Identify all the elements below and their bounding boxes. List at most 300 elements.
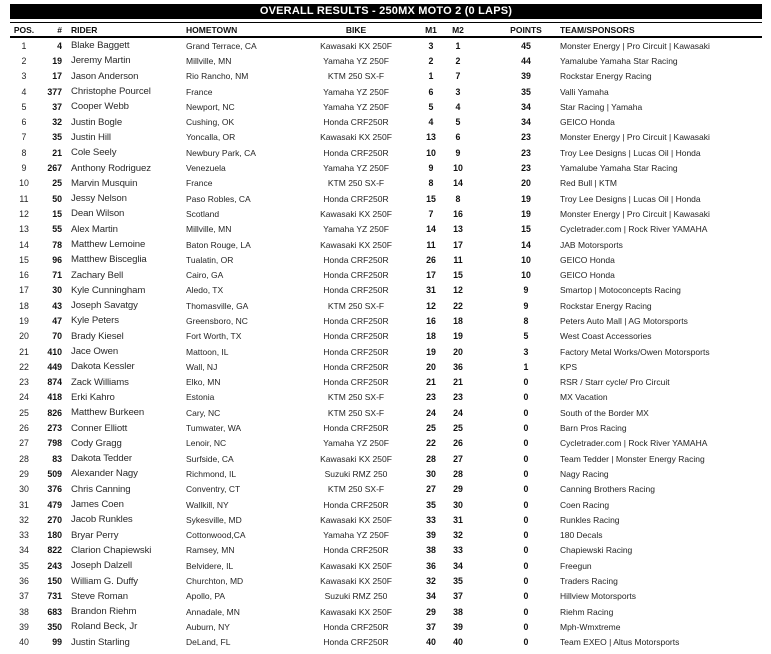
cell-rider: Jeremy Martin [71, 55, 131, 67]
cell-points: 0 [523, 377, 529, 388]
cell-position: 35 [19, 560, 29, 571]
col-header-spacer [472, 23, 500, 37]
cell-number: 376 [47, 484, 62, 495]
cell-position: 34 [19, 545, 29, 556]
cell-moto2: 16 [453, 208, 463, 219]
cell-hometown: Churchton, MD [186, 576, 244, 587]
header-row [10, 23, 762, 37]
cell-hometown: Millville, MN [186, 55, 232, 66]
cell-number: 78 [52, 239, 62, 250]
cell-spacer [472, 69, 500, 84]
cell-position: 30 [19, 484, 29, 495]
cell-rider: William G. Duffy [71, 575, 138, 587]
cell-spacer [472, 420, 500, 435]
cell-rider: Chris Canning [71, 483, 131, 495]
cell-number: 71 [52, 270, 62, 281]
cell-team: Monster Energy | Pro Circuit | Kawasaki [560, 208, 710, 219]
cell-team: Monster Energy | Pro Circuit | Kawasaki [560, 132, 710, 143]
cell-spacer [472, 390, 500, 405]
cell-bike: Honda CRF250R [323, 285, 389, 296]
cell-rider: Matthew Burkeen [71, 407, 145, 419]
cell-team: Runkles Racing [560, 514, 620, 525]
cell-rider: Erki Kahro [71, 391, 115, 403]
cell-team: Rockstar Energy Racing [560, 300, 652, 311]
cell-rider: Matthew Lemoine [71, 239, 146, 250]
cell-bike: Yamaha YZ 250F [323, 86, 389, 97]
cell-moto2: 15 [453, 270, 463, 281]
cell-bike: KTM 250 SX-F [327, 300, 385, 311]
cell-moto1: 24 [426, 407, 436, 418]
cell-spacer [472, 176, 500, 191]
cell-moto2: 14 [453, 178, 463, 189]
cell-points: 5 [523, 331, 529, 342]
cell-team: Rockstar Energy Racing [560, 71, 652, 82]
cell-points: 34 [521, 101, 531, 112]
cell-position: 9 [21, 163, 27, 174]
cell-moto1: 21 [426, 377, 436, 388]
cell-spacer [472, 466, 500, 481]
col-header-pos: POS. [10, 23, 38, 37]
cell-moto1: 31 [426, 285, 436, 296]
cell-moto1: 9 [428, 163, 434, 174]
cell-bike: KTM 250 SX-F [327, 71, 385, 82]
cell-rider: Dakota Tedder [71, 453, 132, 465]
cell-moto2: 6 [455, 132, 461, 143]
cell-number: 70 [52, 331, 62, 342]
cell-moto1: 12 [426, 300, 436, 311]
cell-moto1: 5 [428, 101, 434, 112]
cell-team: Peters Auto Mall | AG Motorsports [560, 315, 688, 326]
cell-rider: Dakota Kessler [71, 361, 135, 373]
cell-team: Smartop | Motoconcepts Racing [560, 285, 681, 296]
cell-hometown: Richmond, IL [186, 468, 237, 479]
cell-points: 0 [523, 438, 529, 449]
cell-moto1: 39 [426, 530, 436, 541]
cell-number: 15 [52, 208, 62, 219]
cell-hometown: Elko, MN [186, 377, 221, 388]
cell-moto1: 26 [426, 254, 436, 265]
cell-spacer [472, 37, 500, 53]
cell-number: 35 [52, 132, 62, 143]
cell-hometown: Yoncalla, OR [186, 132, 236, 143]
cell-moto2: 39 [453, 621, 463, 632]
table-row [10, 313, 762, 328]
cell-moto2: 24 [453, 407, 463, 418]
cell-rider: Brandon Riehm [71, 606, 137, 618]
cell-rider: Jacob Runkles [71, 514, 133, 526]
cell-moto1: 16 [426, 315, 436, 326]
cell-position: 27 [19, 438, 29, 449]
cell-points: 19 [521, 208, 531, 219]
cell-position: 39 [19, 621, 29, 632]
cell-moto1: 34 [426, 591, 436, 602]
cell-moto2: 36 [453, 361, 463, 372]
cell-points: 23 [521, 147, 531, 158]
cell-team: Barn Pros Racing [560, 423, 627, 434]
table-row [10, 589, 762, 604]
cell-bike: Honda CRF250R [323, 193, 389, 204]
cell-position: 28 [19, 453, 29, 464]
cell-rider: Jason Anderson [71, 70, 139, 82]
cell-position: 11 [19, 193, 29, 204]
cell-moto1: 1 [428, 71, 434, 82]
cell-position: 18 [19, 300, 29, 311]
cell-moto2: 25 [453, 423, 463, 434]
cell-position: 13 [19, 224, 29, 235]
cell-hometown: France [186, 86, 213, 97]
cell-position: 5 [21, 101, 27, 112]
cell-bike: Kawasaki KX 250F [320, 239, 392, 250]
cell-points: 44 [521, 55, 531, 66]
cell-team: GEICO Honda [560, 254, 615, 265]
cell-hometown: Paso Robles, CA [186, 193, 251, 204]
cell-position: 29 [19, 468, 29, 479]
cell-bike: Yamaha YZ 250F [323, 224, 389, 235]
cell-points: 34 [521, 117, 531, 128]
cell-moto1: 32 [426, 576, 436, 587]
cell-hometown: Conventry, CT [186, 484, 241, 495]
cell-team: Traders Racing [560, 576, 618, 587]
table-row [10, 191, 762, 206]
cell-number: 99 [52, 637, 62, 648]
cell-team: South of the Border MX [560, 407, 649, 418]
cell-moto2: 10 [453, 163, 463, 174]
cell-bike: Kawasaki KX 250F [320, 453, 392, 464]
col-header-m1: M1 [418, 23, 444, 37]
cell-bike: Honda CRF250R [323, 346, 389, 357]
cell-moto1: 37 [426, 621, 436, 632]
table-row [10, 558, 762, 573]
cell-position: 26 [19, 423, 29, 434]
cell-number: 449 [47, 361, 62, 372]
cell-spacer [472, 359, 500, 374]
cell-spacer [472, 160, 500, 175]
results-table [10, 23, 762, 650]
col-header-rider: RIDER [64, 23, 186, 37]
cell-team: Valli Yamaha [560, 86, 609, 97]
cell-position: 14 [19, 239, 29, 250]
cell-bike: Honda CRF250R [323, 331, 389, 342]
table-row [10, 420, 762, 435]
cell-hometown: Rio Rancho, NM [186, 71, 249, 82]
cell-hometown: Newport, NC [186, 101, 235, 112]
cell-team: Yamalube Yamaha Star Racing [560, 163, 678, 174]
table-row [10, 482, 762, 497]
cell-points: 0 [523, 407, 529, 418]
cell-team: Monster Energy | Pro Circuit | Kawasaki [560, 40, 710, 51]
cell-points: 10 [521, 254, 531, 265]
cell-moto2: 17 [453, 239, 463, 250]
cell-points: 3 [523, 346, 529, 357]
title-bar [10, 4, 762, 19]
cell-moto1: 14 [426, 224, 436, 235]
table-row [10, 405, 762, 420]
cell-team: GEICO Honda [560, 270, 615, 281]
cell-rider: Brady Kiesel [71, 330, 124, 342]
cell-bike: KTM 250 SX-F [327, 178, 385, 189]
cell-bike: Kawasaki KX 250F [320, 514, 392, 525]
cell-hometown: Lenoir, NC [186, 438, 227, 449]
cell-number: 30 [52, 285, 62, 296]
cell-moto1: 3 [428, 40, 434, 51]
cell-rider: Alex Martin [71, 223, 118, 235]
cell-bike: Kawasaki KX 250F [320, 132, 392, 143]
cell-position: 32 [19, 514, 29, 525]
cell-moto1: 23 [426, 392, 436, 403]
cell-bike: Yamaha YZ 250F [323, 530, 389, 541]
cell-team: Troy Lee Designs | Lucas Oil | Honda [560, 147, 701, 158]
cell-moto1: 20 [426, 361, 436, 372]
cell-moto1: 2 [428, 55, 434, 66]
cell-moto1: 8 [428, 178, 434, 189]
cell-spacer [472, 267, 500, 282]
cell-spacer [472, 436, 500, 451]
cell-points: 9 [523, 285, 529, 296]
cell-moto2: 1 [455, 40, 461, 51]
cell-moto2: 38 [453, 606, 463, 617]
cell-bike: Honda CRF250R [323, 423, 389, 434]
cell-spacer [472, 528, 500, 543]
cell-rider: Dean Wilson [71, 208, 125, 220]
cell-position: 8 [21, 147, 27, 158]
cell-spacer [472, 84, 500, 99]
cell-hometown: Grand Terrace, CA [186, 40, 257, 51]
table-row [10, 84, 762, 99]
cell-moto2: 22 [453, 300, 463, 311]
table-row [10, 283, 762, 298]
cell-moto2: 40 [453, 637, 463, 648]
cell-moto1: 30 [426, 468, 436, 479]
col-header-bike: BIKE [294, 23, 418, 37]
cell-moto1: 17 [426, 270, 436, 281]
table-row [10, 145, 762, 160]
cell-points: 39 [521, 71, 531, 82]
cell-moto1: 27 [426, 484, 436, 495]
cell-points: 19 [521, 193, 531, 204]
cell-hometown: Scotland [186, 208, 220, 219]
cell-team: Canning Brothers Racing [560, 484, 655, 495]
cell-team: Red Bull | KTM [560, 178, 618, 189]
cell-position: 12 [19, 208, 29, 219]
cell-moto1: 11 [426, 239, 436, 250]
cell-number: 418 [47, 392, 62, 403]
cell-rider: Roland Beck, Jr [71, 621, 138, 633]
cell-moto2: 2 [455, 55, 461, 66]
table-row [10, 375, 762, 390]
cell-number: 25 [52, 178, 62, 189]
cell-hometown: Belvidere, IL [186, 560, 234, 571]
cell-number: 377 [47, 86, 62, 97]
cell-bike: Honda CRF250R [323, 637, 389, 648]
cell-number: 180 [47, 530, 62, 541]
cell-position: 24 [19, 392, 29, 403]
cell-number: 243 [47, 560, 62, 571]
cell-moto2: 27 [453, 453, 463, 464]
cell-moto2: 13 [453, 224, 463, 235]
cell-points: 0 [523, 514, 529, 525]
cell-rider: Alexander Nagy [71, 468, 138, 480]
cell-rider: Matthew Bisceglia [71, 254, 147, 266]
cell-moto1: 25 [426, 423, 436, 434]
cell-spacer [472, 130, 500, 145]
cell-hometown: Newbury Park, CA [186, 147, 256, 158]
cell-number: 150 [47, 576, 62, 587]
cell-points: 15 [521, 224, 531, 235]
cell-hometown: Tumwater, WA [186, 423, 242, 434]
cell-hometown: Greensboro, NC [186, 315, 248, 326]
cell-hometown: Apollo, PA [186, 591, 226, 602]
col-header-points: POINTS [500, 23, 552, 37]
cell-number: 270 [47, 514, 62, 525]
cell-team: West Coast Accessories [560, 331, 652, 342]
cell-bike: KTM 250 SX-F [327, 407, 385, 418]
cell-rider: Conner Elliott [71, 422, 128, 434]
cell-moto2: 26 [453, 438, 463, 449]
cell-hometown: Cushing, OK [186, 117, 235, 128]
cell-spacer [472, 99, 500, 114]
table-row [10, 267, 762, 282]
cell-moto2: 23 [453, 392, 463, 403]
cell-hometown: DeLand, FL [186, 637, 231, 648]
cell-points: 0 [523, 423, 529, 434]
cell-rider: Kyle Peters [71, 315, 119, 327]
table-row [10, 451, 762, 466]
table-row [10, 252, 762, 267]
cell-hometown: Cairo, GA [186, 270, 224, 281]
cell-moto2: 3 [455, 86, 461, 97]
cell-bike: Honda CRF250R [323, 361, 389, 372]
cell-spacer [472, 619, 500, 634]
cell-number: 4 [57, 40, 62, 51]
cell-team: Hillview Motorsports [560, 591, 637, 602]
cell-number: 479 [47, 499, 62, 510]
cell-bike: Honda CRF250R [323, 147, 389, 158]
cell-number: 21 [52, 147, 62, 158]
cell-rider: Clarion Chapiewski [71, 544, 152, 556]
cell-moto1: 22 [426, 438, 436, 449]
cell-team: Troy Lee Designs | Lucas Oil | Honda [560, 193, 701, 204]
cell-moto2: 4 [455, 101, 461, 112]
cell-position: 40 [19, 637, 29, 648]
cell-moto2: 30 [453, 499, 463, 510]
cell-points: 23 [521, 132, 531, 143]
cell-points: 0 [523, 560, 529, 571]
cell-position: 16 [19, 270, 29, 281]
cell-hometown: Aledo, TX [186, 285, 224, 296]
cell-rider: Blake Baggett [71, 40, 130, 52]
cell-spacer [472, 252, 500, 267]
cell-team: GEICO Honda [560, 117, 615, 128]
table-row [10, 206, 762, 221]
cell-rider: Cole Seely [71, 147, 117, 159]
cell-rider: Steve Roman [71, 590, 129, 602]
cell-moto1: 6 [428, 86, 434, 97]
cell-spacer [472, 298, 500, 313]
table-row [10, 329, 762, 344]
cell-points: 20 [521, 178, 531, 189]
cell-moto1: 7 [428, 208, 434, 219]
table-row [10, 176, 762, 191]
cell-hometown: Tualatin, OR [186, 254, 234, 265]
cell-number: 32 [52, 117, 62, 128]
cell-moto2: 35 [453, 576, 463, 587]
cell-team: Team EXEO | Altus Motorsports [560, 637, 680, 648]
cell-position: 10 [19, 178, 29, 189]
table-row [10, 466, 762, 481]
cell-position: 25 [19, 407, 29, 418]
cell-rider: Cooper Webb [71, 101, 129, 113]
cell-spacer [472, 589, 500, 604]
table-row [10, 69, 762, 84]
cell-bike: Honda CRF250R [323, 377, 389, 388]
cell-position: 17 [19, 285, 29, 296]
cell-bike: Kawasaki KX 250F [320, 560, 392, 571]
cell-position: 33 [19, 530, 29, 541]
cell-team: JAB Motorsports [560, 239, 623, 250]
cell-hometown: Wallkill, NY [186, 499, 229, 510]
cell-moto1: 35 [426, 499, 436, 510]
cell-position: 19 [19, 315, 29, 326]
cell-points: 0 [523, 606, 529, 617]
cell-spacer [472, 145, 500, 160]
cell-spacer [472, 451, 500, 466]
cell-number: 273 [47, 423, 62, 434]
cell-moto2: 28 [453, 468, 463, 479]
cell-rider: Anthony Rodriguez [71, 162, 151, 174]
cell-bike: Yamaha YZ 250F [323, 101, 389, 112]
cell-bike: Honda CRF250R [323, 499, 389, 510]
cell-position: 21 [19, 346, 29, 357]
cell-hometown: France [186, 178, 213, 189]
cell-hometown: Millville, MN [186, 224, 232, 235]
cell-moto2: 12 [453, 285, 463, 296]
col-header-m2: M2 [444, 23, 472, 37]
results-table-body [10, 37, 762, 650]
cell-spacer [472, 237, 500, 252]
cell-spacer [472, 206, 500, 221]
cell-rider: James Coen [71, 499, 124, 511]
cell-hometown: Thomasville, GA [186, 300, 249, 311]
cell-rider: Justin Bogle [71, 116, 123, 128]
cell-team: 180 Decals [560, 530, 603, 541]
cell-moto2: 33 [453, 545, 463, 556]
cell-team: KPS [560, 361, 578, 372]
cell-rider: Joseph Savatgy [71, 300, 138, 312]
cell-moto2: 20 [453, 346, 463, 357]
cell-spacer [472, 344, 500, 359]
cell-bike: Kawasaki KX 250F [320, 576, 392, 587]
cell-rider: Zack Williams [71, 376, 129, 388]
cell-number: 19 [52, 55, 62, 66]
cell-number: 798 [47, 438, 62, 449]
cell-points: 0 [523, 621, 529, 632]
cell-moto1: 4 [428, 117, 434, 128]
cell-points: 0 [523, 468, 529, 479]
table-row [10, 390, 762, 405]
cell-hometown: Sykesville, MD [186, 514, 242, 525]
cell-bike: Suzuki RMZ 250 [324, 591, 388, 602]
cell-rider: Jessy Nelson [71, 193, 127, 205]
cell-bike: Honda CRF250R [323, 254, 389, 265]
table-row [10, 99, 762, 114]
cell-spacer [472, 329, 500, 344]
col-header-team: TEAM/SPONSORS [552, 23, 762, 37]
results-page [10, 4, 762, 650]
cell-hometown: Auburn, NY [186, 621, 230, 632]
cell-points: 0 [523, 530, 529, 541]
cell-spacer [472, 283, 500, 298]
cell-hometown: Estonia [186, 392, 215, 403]
